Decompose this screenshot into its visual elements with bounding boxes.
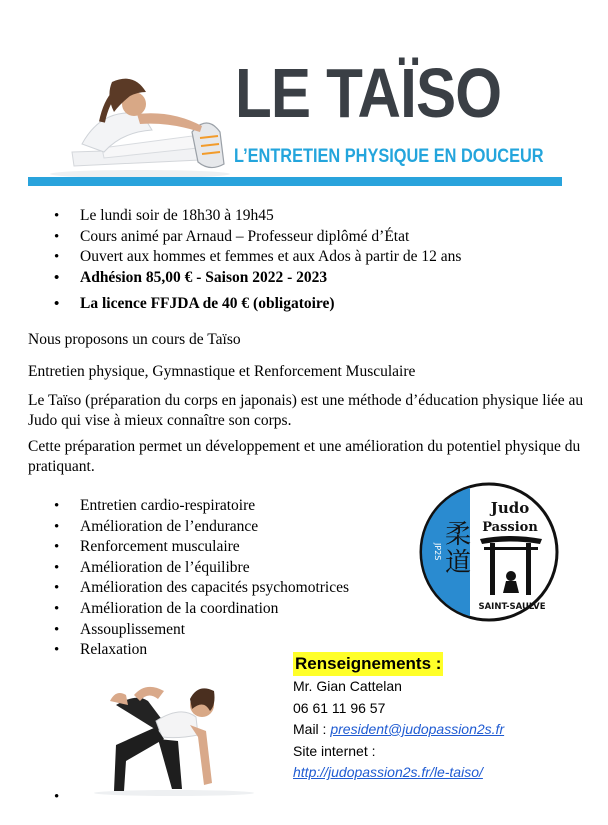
list-item: • Adhésion 85,00 € - Saison 2022 - 2023 — [25, 268, 461, 289]
info-list — [25, 206, 461, 315]
logo-kanji: 柔 — [444, 520, 472, 550]
list-item: • Amélioration des capacités psychomotrices — [25, 578, 349, 599]
intro-paragraph: Nous proposons un cours de Taïso — [28, 331, 241, 348]
contact-mail-link[interactable]: president@judopassion2s.fr — [330, 721, 505, 737]
logo-line1: Judo — [490, 499, 530, 517]
contact-mail-label: Mail : — [293, 721, 331, 737]
contact-site-link[interactable]: http://judopassion2s.fr/le-taiso/ — [293, 764, 483, 780]
benefits-list — [25, 496, 349, 661]
list-item: • Amélioration de l’équilibre — [25, 558, 349, 579]
description-paragraph: Cette préparation permet un développement et une amélioration du potentiel physique du pratiquant. — [28, 438, 581, 475]
list-item: • Cours animé par Arnaud – Professeur diplômé d’État — [25, 227, 461, 248]
contact-block — [293, 652, 504, 784]
list-item: • Renforcement musculaire — [25, 537, 349, 558]
contact-heading: Renseignements : — [293, 652, 443, 676]
list-item: • Entretien cardio-respiratoire — [25, 496, 349, 517]
description-paragraph: Le Taïso (préparation du corps en japonais) est une méthode d’éducation physique liée au Judo qui vise à mieux connaître son corps. — [28, 392, 584, 429]
page-subtitle: L’ENTRETIEN PHYSIQUE EN DOUCEUR — [234, 146, 544, 167]
header-divider — [28, 177, 562, 186]
page-title: LE TAÏSO — [235, 54, 502, 132]
list-item: • Assouplissement — [25, 620, 349, 641]
judo-passion-logo — [418, 481, 560, 623]
contact-site-label: Site internet : — [293, 742, 376, 759]
list-item: • Ouvert aux hommes et femmes et aux Ados à partir de 12 ans — [25, 247, 461, 268]
list-item: • La licence FFJDA de 40 € (obligatoire) — [25, 294, 461, 315]
contact-mail-row — [293, 719, 504, 741]
list-item: • Amélioration de la coordination — [25, 599, 349, 620]
empty-bullet: • — [54, 789, 60, 805]
list-item: • Amélioration de l’endurance — [25, 517, 349, 538]
list-item: • Le lundi soir de 18h30 à 19h45 — [25, 206, 461, 227]
svg-text:道: 道 — [444, 548, 472, 578]
logo-initials: JP2S — [433, 543, 442, 561]
contact-name: Mr. Gian Cattelan — [293, 678, 402, 694]
list-item: • Relaxation — [25, 640, 349, 661]
stretching-woman-photo — [42, 52, 238, 180]
yoga-woman-photo — [86, 665, 261, 797]
intro-paragraph: Entretien physique, Gymnastique et Renforcement Musculaire — [28, 363, 416, 380]
contact-phone: 06 61 11 96 57 — [293, 699, 386, 716]
logo-city: SAINT-SAULVE — [478, 602, 546, 612]
logo-line2: Passion — [482, 520, 538, 535]
